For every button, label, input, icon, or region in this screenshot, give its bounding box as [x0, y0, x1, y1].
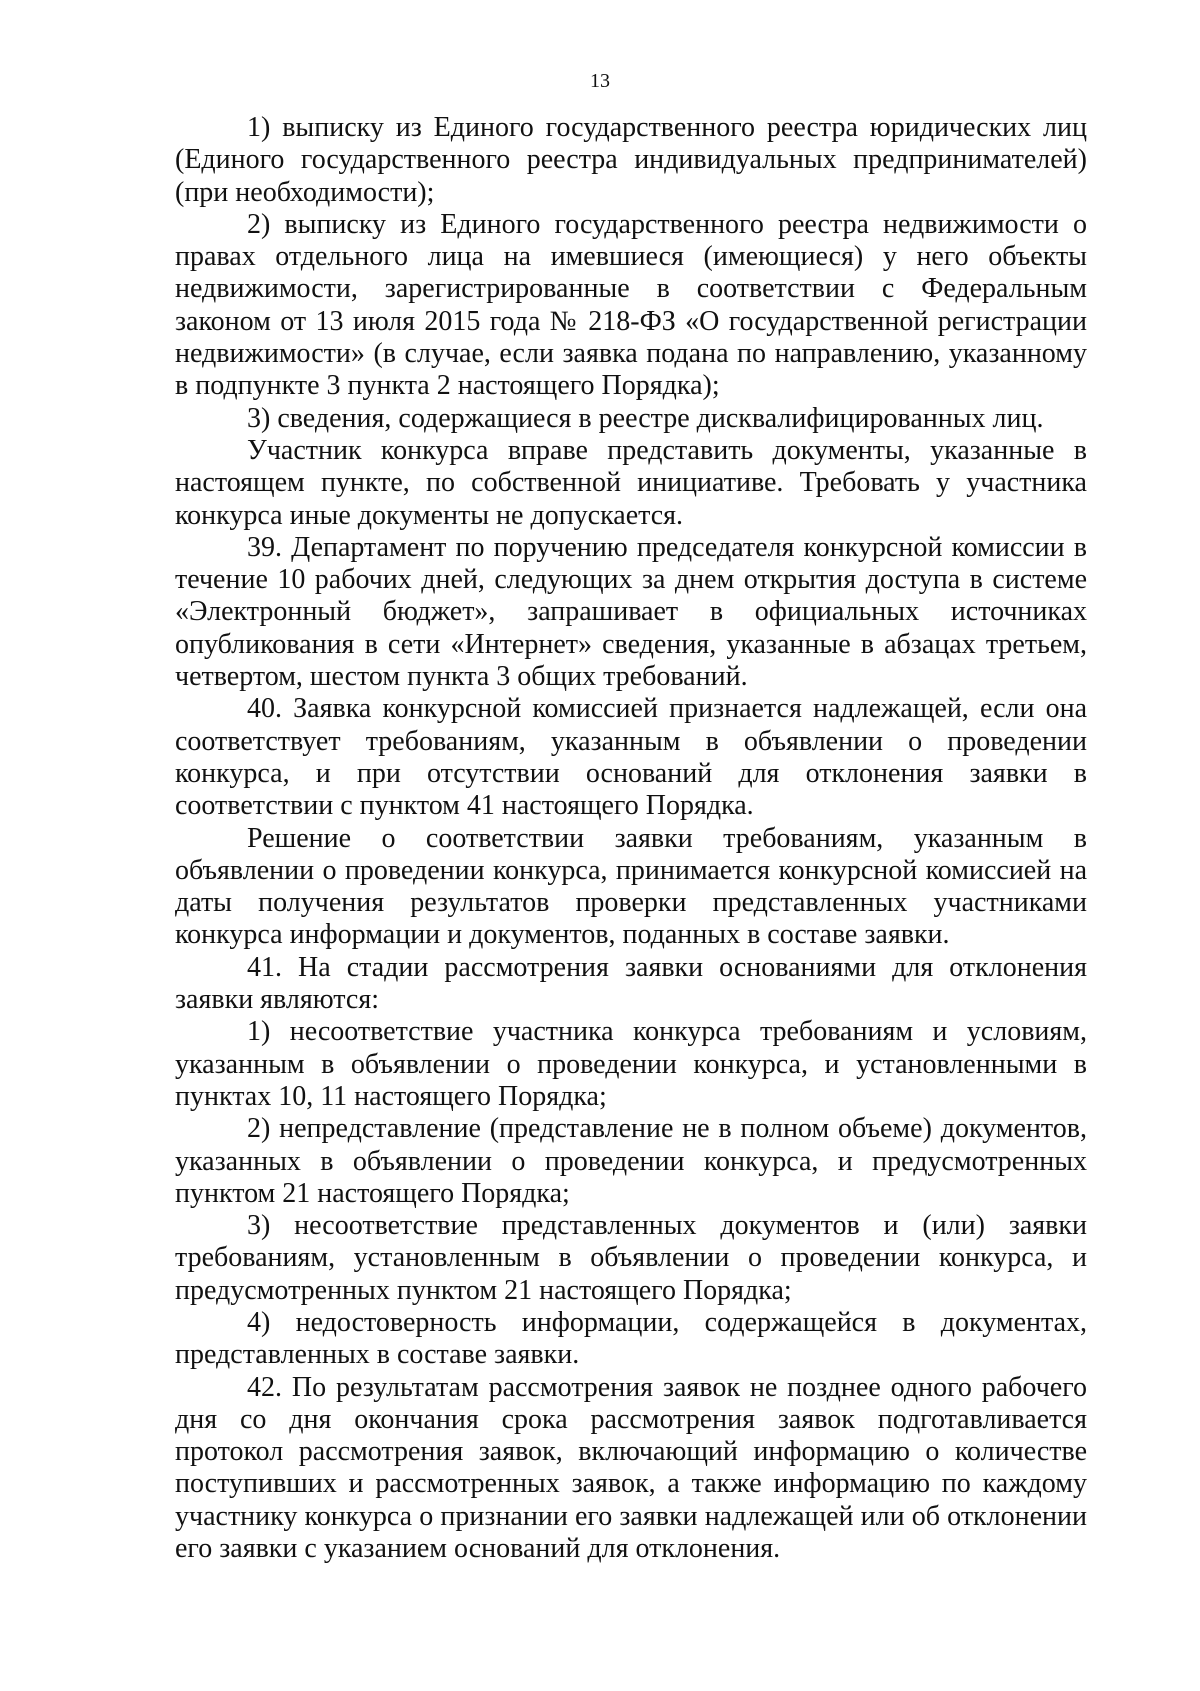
- clause-39: 39. Департамент по поручению председателя конкурсной комиссии в течение 10 рабочих дней, следующих за днем открытия доступа в системе «Электронный бюджет», запрашивает в официальных источниках опубликования в сети «Интернет» сведения, указанные в абзацах третьем, четвертом, шестом пункта 3 общих требований.: [175, 531, 1087, 693]
- list-item-rejection-3: 3) несоответствие представленных документов и (или) заявки требованиям, установленным в объявлении о проведении конкурса, и предусмотренных пунктом 21 настоящего Порядка;: [175, 1210, 1087, 1306]
- list-item-disqualified-registry: 3) сведения, содержащиеся в реестре дисквалифицированных лиц.: [247, 402, 1044, 434]
- list-item-extract-egrul: 1) выписку из Единого государственного реестра юридических лиц (Единого государственного реестра индивидуальных предпринимателей) (при необходимости);: [175, 112, 1087, 208]
- document-body: [175, 112, 1087, 1565]
- clause-42: 42. По результатам рассмотрения заявок не позднее одного рабочего дня со дня окончания срока рассмотрения заявок подготавливается протокол рассмотрения заявок, включающий информацию о количестве поступивших и рассмотренных заявок, а также информацию по каждому участнику конкурса о признании его заявки надлежащей или об отклонении его заявки с указанием оснований для отклонения.: [175, 1371, 1087, 1565]
- list-item-rejection-1: 1) несоответствие участника конкурса требованиям и условиям, указанным в объявлении о проведении конкурса, и установленными в пунктах 10, 11 настоящего Порядка;: [175, 1016, 1087, 1112]
- list-item-rejection-2: 2) непредставление (представление не в полном объеме) документов, указанных в объявлении о проведении конкурса, и предусмотренных пунктом 21 настоящего Порядка;: [175, 1113, 1087, 1209]
- clause-40: 40. Заявка конкурсной комиссией признается надлежащей, если она соответствует требованиям, указанным в объявлении о проведении конкурса, и при отсутствии оснований для отклонения заявки в соответствии с пунктом 41 настоящего Порядка.: [175, 693, 1087, 822]
- page-number: 13: [590, 70, 610, 92]
- list-item-extract-egrn: 2) выписку из Единого государственного реестра недвижимости о правах отдельного лица на имевшиеся (имеющиеся) у него объекты недвижимости, зарегистрированные в соответствии с Федеральным законом от 13 июля 2015 года № 218-ФЗ «О государственной регистрации недвижимости» (в случае, если заявка подана по направлению, указанному в подпункте 3 пункта 2 настоящего Порядка);: [175, 208, 1087, 402]
- paragraph-decision: Решение о соответствии заявки требованиям, указанным в объявлении о проведении конкурса, принимается конкурсной комиссией на даты получения результатов проверки представленных участниками конкурса информации и документов, поданных в составе заявки.: [175, 822, 1087, 951]
- paragraph-participant-right: Участник конкурса вправе представить документы, указанные в настоящем пункте, по собственной инициативе. Требовать у участника конкурса иные документы не допускается.: [175, 434, 1087, 531]
- clause-41: 41. На стадии рассмотрения заявки основаниями для отклонения заявки являются:: [175, 951, 1087, 1016]
- list-item-rejection-4: 4) недостоверность информации, содержащейся в документах, представленных в составе заявки.: [175, 1306, 1087, 1371]
